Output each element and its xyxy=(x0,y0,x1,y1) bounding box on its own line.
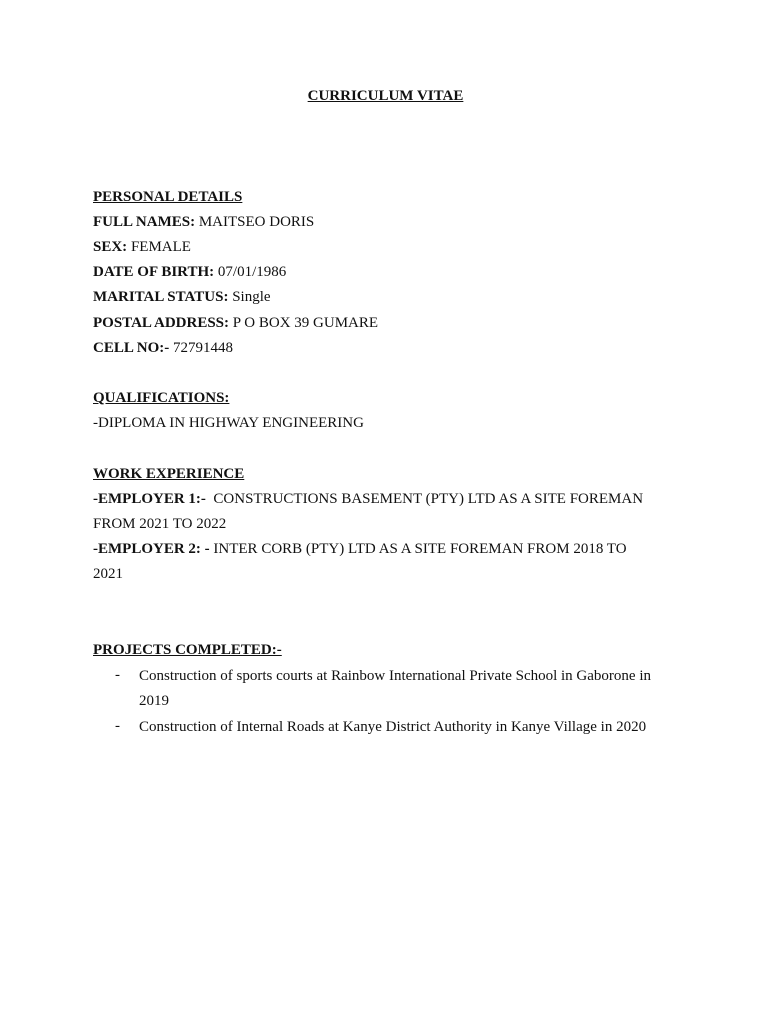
sex-row xyxy=(93,237,191,257)
project-2-line-1: Construction of Internal Roads at Kanye District Authority in Kanye Village in 2020 xyxy=(139,719,647,735)
dob-label: DATE OF BIRTH: xyxy=(93,264,215,280)
postal-address-row xyxy=(93,313,378,333)
employer-2-row xyxy=(93,539,627,559)
employer-2-label: -EMPLOYER 2: - xyxy=(93,541,210,557)
cell-no-row xyxy=(93,338,233,358)
project-1-bullet: - xyxy=(115,667,120,683)
marital-status-label: MARITAL STATUS: xyxy=(93,289,229,305)
postal-address-value: P O BOX 39 GUMARE xyxy=(232,315,379,331)
cell-no-value: 72791448 xyxy=(173,340,234,356)
marital-status-value: Single xyxy=(232,289,271,305)
dob-row xyxy=(93,262,286,282)
sex-value: FEMALE xyxy=(130,239,191,255)
employer-1-dates: FROM 2021 TO 2022 xyxy=(93,516,227,532)
project-2-bullet: - xyxy=(115,718,120,734)
project-1-line-1: Construction of sports courts at Rainbow International Private School in Gaborone in xyxy=(139,668,651,684)
postal-address-label: POSTAL ADDRESS: xyxy=(93,315,230,331)
employer-2-dates: 2021 xyxy=(93,566,123,582)
document-title: CURRICULUM VITAE xyxy=(307,88,464,104)
employer-1-detail: CONSTRUCTIONS BASEMENT (PTY) LTD AS A SITE FOREMAN xyxy=(213,491,644,507)
cell-no-label: CELL NO:- xyxy=(93,340,170,356)
full-names-value: MAITSEO DORIS xyxy=(198,214,315,230)
employer-1-row xyxy=(93,489,643,509)
employer-2-detail: INTER CORB (PTY) LTD AS A SITE FOREMAN FROM 2018 TO xyxy=(213,541,627,557)
qualification-item: -DIPLOMA IN HIGHWAY ENGINEERING xyxy=(93,415,364,431)
employer-1-label: -EMPLOYER 1:- xyxy=(93,491,206,507)
personal-details-heading: PERSONAL DETAILS xyxy=(93,189,243,205)
sex-label: SEX: xyxy=(93,239,128,255)
work-experience-heading: WORK EXPERIENCE xyxy=(93,466,245,482)
qualifications-heading: QUALIFICATIONS: xyxy=(93,390,230,406)
marital-status-row xyxy=(93,287,271,307)
projects-heading: PROJECTS COMPLETED:- xyxy=(93,642,282,658)
full-names-label: FULL NAMES: xyxy=(93,214,196,230)
full-names-row xyxy=(93,212,314,232)
dob-value: 07/01/1986 xyxy=(217,264,287,280)
project-1-line-2: 2019 xyxy=(139,693,169,709)
